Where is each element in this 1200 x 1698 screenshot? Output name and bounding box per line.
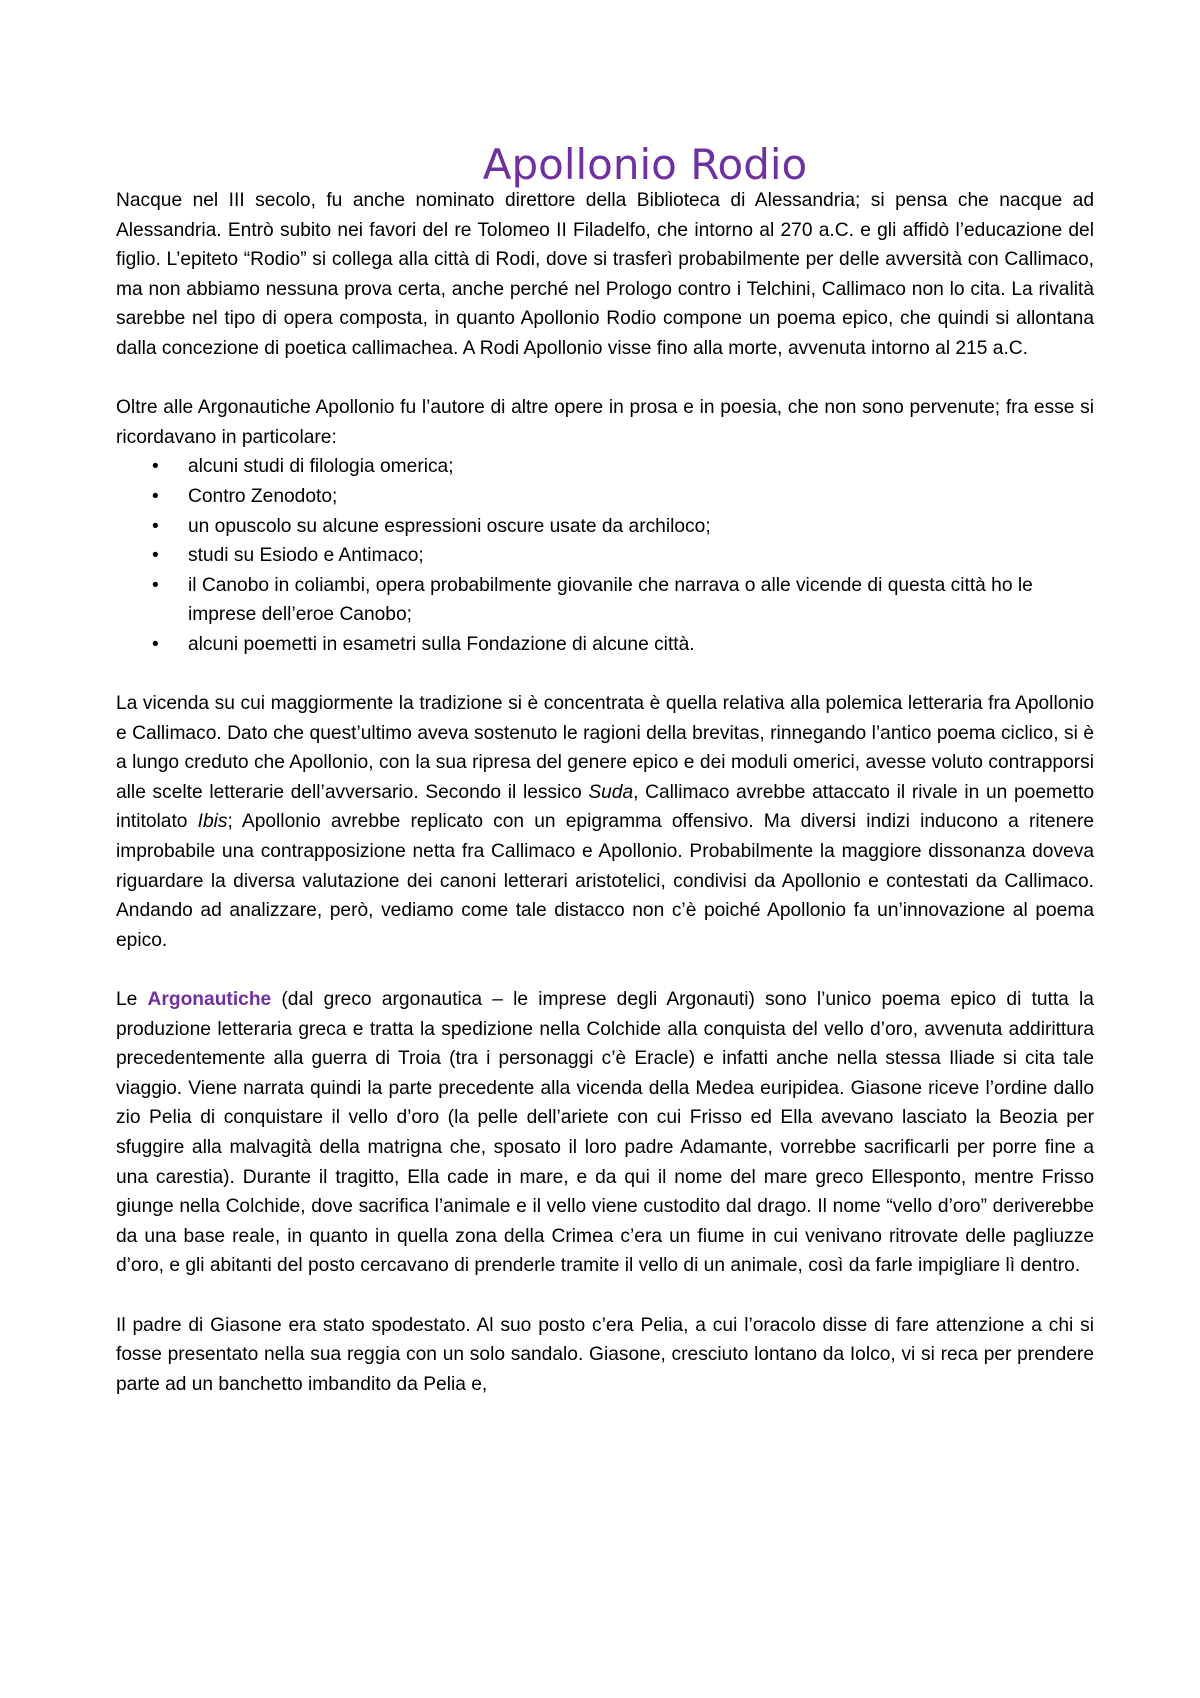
ibis-title: Ibis <box>197 811 228 833</box>
paragraph-biography: Nacque nel III secolo, fu anche nominato direttore della Biblioteca di Alessandria; si pensa che nacque ad Alessandria. Entrò subito nei favori del re Tolomeo II Filadelfo, che intorno al 270 a.C. e gli affidò l’educazione del figlio. L’epiteto “Rodio” si collega alla città di Rodi, dove si trasferì probabilmente per delle avversità con Callimaco, ma non abbiamo nessuna prova certa, anche perché nel Prologo contro i Telchini, Callimaco non lo cita. La rivalità sarebbe nel tipo di opera composta, in quanto Apollonio Rodio compone un poema epico, che quindi si allontana dalla concezione di poetica callimachea. A Rodi Apollonio visse fino alla morte, avvenuta intorno al 215 a.C. <box>116 190 1094 359</box>
bullet-icon: • <box>152 633 159 655</box>
argonautiche-highlight: Argonautiche <box>147 989 272 1011</box>
bullet-icon: • <box>152 545 159 567</box>
paragraph-argonautiche <box>116 985 1094 1281</box>
list-item-text: alcuni poemetti in esametri sulla Fondazione di alcune città. <box>188 633 695 655</box>
bullet-icon: • <box>152 515 159 537</box>
polemic-text-end: ; Apollonio avrebbe replicato con un epigramma offensivo. Ma diversi indizi inducono a ritenere improbabile una contrapposizione netta fra Callimaco e Apollonio. Probabilmente la maggiore dissonanza doveva riguardare la diversa valutazione dei canoni letterari aristotelici, condivisi da Apollonio e contestati da Callimaco. Andando ad analizzare, però, vediamo come tale distacco non c’è poiché Apollonio fa un’innovazione al poema epico. <box>116 811 1094 951</box>
list-item <box>116 512 1094 542</box>
list-item <box>116 571 1094 630</box>
list-item-text: Contro Zenodoto; <box>188 485 338 507</box>
works-list <box>116 452 1094 659</box>
polemic-text-middle: , Callimaco avrebbe attaccato il rivale in un poemetto intitolato <box>116 781 1094 833</box>
argonautiche-lead: Le <box>116 989 148 1011</box>
bullet-icon: • <box>152 456 159 478</box>
list-item-text: alcuni studi di filologia omerica; <box>188 456 454 478</box>
page-title: Apollonio Rodio <box>482 140 808 189</box>
list-item <box>116 630 1094 660</box>
paragraph-polemic <box>116 689 1094 955</box>
list-item-text: un opuscolo su alcune espressioni oscure usate da archiloco; <box>188 515 711 537</box>
argonautiche-text: (dal greco argonautica – le imprese degli Argonauti) sono l’unico poema epico di tutta la produzione letteraria greca e tratta la spedizione nella Colchide alla conquista del vello d’oro, avvenuta addirittura precedentemente alla guerra di Troia (tra i personaggi c’è Eracle) e infatti anche nella stessa Iliade si cita tale viaggio. Viene narrata quindi la parte precedente alla vicenda della Medea euripidea. Giasone riceve l’ordine dallo zio Pelia di conquistare il vello d’oro (la pelle dell’ariete con cui Frisso ed Ella avevano lasciato la Beozia per sfuggire alla malvagità della matrigna che, sposato il loro padre Adamante, vorrebbe sacrificarli per porre fine a una carestia). Durante il tragitto, Ella cade in mare, e da qui il nome del mare greco Ellesponto, mentre Frisso giunge nella Colchide, dove sacrifica l’animale e il vello viene custodito dal drago. Il nome “vello d’oro” deriverebbe da una base reale, in quanto in quella zona della Crimea c’era un fiume in cui venivano ritrovate delle pagliuzze d’oro, e gli abitanti del posto cercavano di prenderle tramite il vello di un animale, così da farle impigliare lì dentro. <box>116 989 1094 1277</box>
paragraph-works-intro: Oltre alle Argonautiche Apollonio fu l’autore di altre opere in prosa e in poesia, che non sono pervenute; fra esse si ricordavano in particolare: <box>116 397 1094 448</box>
document-page <box>116 140 1094 1399</box>
list-item <box>116 452 1094 482</box>
paragraph-spacer <box>116 660 1094 690</box>
paragraph-spacer <box>116 1281 1094 1311</box>
list-item-text: studi su Esiodo e Antimaco; <box>188 545 424 567</box>
paragraph-spacer <box>116 364 1094 394</box>
paragraph-spacer <box>116 955 1094 985</box>
bullet-icon: • <box>152 485 159 507</box>
suda-title: Suda <box>588 781 634 803</box>
polemic-text-start: La vicenda su cui maggiormente la tradizione si è concentrata è quella relativa alla polemica letteraria fra Apollonio e Callimaco. Dato che quest’ultimo aveva sostenuto le ragioni della brevitas, rinnegando l’antico poema ciclico, si è a lungo creduto che Apollonio, con la sua ripresa del genere epico e dei moduli omerici, avesse voluto contrapporsi alle scelte letterarie dell’avversario. Secondo il lessico <box>116 693 1094 803</box>
bullet-icon: • <box>152 574 159 596</box>
list-item <box>116 482 1094 512</box>
list-item-text: il Canobo in coliambi, opera probabilmente giovanile che narrava o alle vicende di questa città ho le imprese dell’eroe Canobo; <box>188 574 1033 626</box>
paragraph-giasone: Il padre di Giasone era stato spodestato. Al suo posto c’era Pelia, a cui l’oracolo disse di fare attenzione a chi si fosse presentato nella sua reggia con un solo sandalo. Giasone, cresciuto lontano da Iolco, vi si reca per prendere parte ad un banchetto imbandito da Pelia e, <box>116 1314 1094 1395</box>
list-item <box>116 541 1094 571</box>
